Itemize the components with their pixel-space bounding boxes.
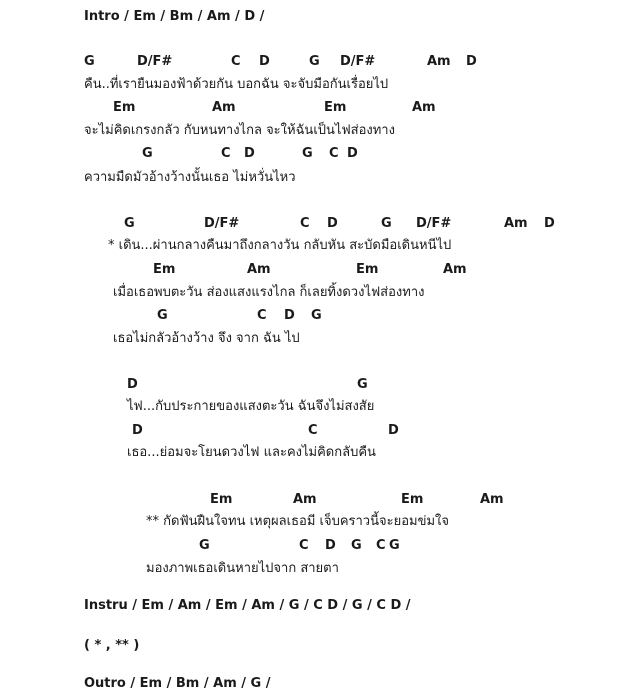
chord: G — [302, 146, 313, 161]
chord: Am — [504, 216, 528, 231]
chord: D/F# — [340, 54, 376, 69]
intro-line: Intro / Em / Bm / Am / D / — [84, 9, 265, 24]
chord: G — [199, 538, 210, 553]
chord: D — [127, 377, 138, 392]
chord: D — [327, 216, 338, 231]
chord: D — [132, 423, 143, 438]
chord: D — [388, 423, 399, 438]
lyric-line: ความมืดมัวอ้างว้างนั้นเธอ ไม่หวั่นไหว — [84, 170, 296, 185]
chord: G — [357, 377, 368, 392]
lyric-line: เธอไม่กลัวอ้างว้าง จึง จาก ฉัน ไป — [113, 331, 300, 346]
outro-line: Outro / Em / Bm / Am / G / — [84, 676, 271, 691]
chord: G — [124, 216, 135, 231]
chord: Am — [443, 262, 467, 277]
lyric-line: เธอ...ย่อมจะโยนดวงไฟ และคงไม่คิดกลับคืน — [127, 445, 376, 460]
chord: D — [284, 308, 295, 323]
chord: D — [347, 146, 358, 161]
chord: Am — [427, 54, 451, 69]
lyric-line: * เดิน...ผ่านกลางคืนมาถึงกลางวัน กลับหัน สะบัดมือเดินหนีไป — [108, 238, 452, 253]
chord: D — [466, 54, 477, 69]
lyric-line: คืน..ที่เรายืนมองฟ้าด้วยกัน บอกฉัน จะจับมือกันเรื่อยไป — [84, 77, 389, 92]
chord: D/F# — [137, 54, 173, 69]
chord: Em — [401, 492, 424, 507]
chord: C — [221, 146, 231, 161]
chord: D — [259, 54, 270, 69]
lyric-line: เมื่อเธอพบตะวัน ส่องแสงแรงไกล ก็เลยทิ้งดวงไฟส่องทาง — [113, 285, 425, 300]
repeat-marker: ( * , ** ) — [84, 638, 140, 653]
chord: G — [142, 146, 153, 161]
chord: C — [231, 54, 241, 69]
chord: Am — [212, 100, 236, 115]
chord: Em — [153, 262, 176, 277]
chord: D/F# — [416, 216, 452, 231]
lyric-line: ไฟ...กับประกายของแสงตะวัน ฉันจึงไม่สงสัย — [127, 399, 375, 414]
lyric-line: จะไม่คิดเกรงกลัว กับหนทางไกล จะให้ฉันเป็นไฟส่องทาง — [84, 123, 395, 138]
chord: D — [544, 216, 555, 231]
chord: G — [309, 54, 320, 69]
chord: Em — [113, 100, 136, 115]
chord: Em — [324, 100, 347, 115]
chord: D — [244, 146, 255, 161]
chord: C — [329, 146, 339, 161]
chord: G — [157, 308, 168, 323]
chord: D — [325, 538, 336, 553]
lyric-line: มองภาพเธอเดินหายไปจาก สายตา — [146, 561, 339, 576]
lyric-line: ** กัดฟันฝืนใจทน เหตุผลเธอมี เจ็บคราวนี้จะยอมข่มใจ — [146, 514, 450, 529]
chord: G — [311, 308, 322, 323]
chord: C — [308, 423, 318, 438]
chord: Am — [293, 492, 317, 507]
chord: G — [389, 538, 400, 553]
chord: C — [299, 538, 309, 553]
chord: C — [257, 308, 267, 323]
chord: G — [381, 216, 392, 231]
chord: G — [351, 538, 362, 553]
chord: C — [300, 216, 310, 231]
chord: D/F# — [204, 216, 240, 231]
chord: Em — [356, 262, 379, 277]
chord: Em — [210, 492, 233, 507]
chord: Am — [480, 492, 504, 507]
chord: Am — [247, 262, 271, 277]
chord: G — [84, 54, 95, 69]
chord: Am — [412, 100, 436, 115]
chord: C — [376, 538, 386, 553]
instru-line: Instru / Em / Am / Em / Am / G / C D / G / C D / — [84, 598, 411, 613]
